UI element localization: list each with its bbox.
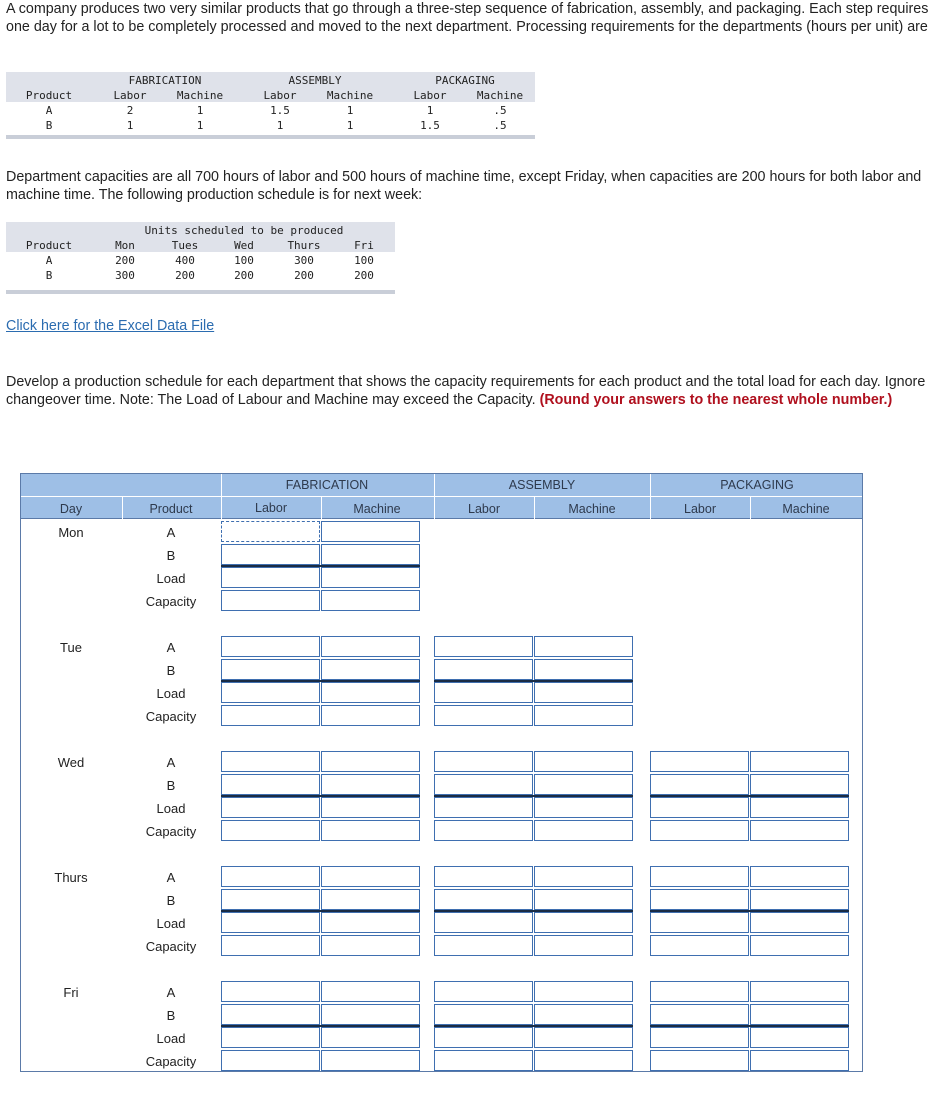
input-tue-capacity-fabrication-machine[interactable]: [321, 705, 420, 726]
answer-grid: [20, 473, 863, 1072]
input-thurs-a-assembly-machine[interactable]: [534, 866, 633, 887]
req-sub-header: Labor: [113, 89, 147, 102]
input-thurs-a-packaging-labor[interactable]: [650, 866, 749, 887]
input-thurs-a-assembly-labor[interactable]: [434, 866, 533, 887]
row-label: Load: [156, 571, 186, 586]
input-tue-load-fabrication-machine[interactable]: [321, 682, 420, 703]
load-separator-line: [434, 1025, 633, 1027]
input-fri-b-packaging-labor[interactable]: [650, 1004, 749, 1025]
row-label: A: [166, 525, 176, 540]
input-wed-a-assembly-labor[interactable]: [434, 751, 533, 772]
input-thurs-load-packaging-labor[interactable]: [650, 912, 749, 933]
row-label: A: [166, 755, 176, 770]
input-wed-capacity-fabrication-machine[interactable]: [321, 820, 420, 841]
input-thurs-load-assembly-machine[interactable]: [534, 912, 633, 933]
sched-cell: 300: [115, 269, 135, 282]
req-sub-header: Labor: [413, 89, 447, 102]
sched-cell: 100: [354, 254, 374, 267]
sched-day-header: Wed: [234, 239, 254, 252]
input-fri-capacity-fabrication-labor[interactable]: [221, 1050, 320, 1071]
input-thurs-b-assembly-machine[interactable]: [534, 889, 633, 910]
sched-cell: 200: [354, 269, 374, 282]
req-group-fabrication: FABRICATION: [128, 74, 202, 87]
input-tue-b-assembly-machine[interactable]: [534, 659, 633, 680]
input-mon-load-fabrication-machine[interactable]: [321, 567, 420, 588]
sched-row-product: A: [45, 254, 53, 267]
grid-sub-header: Labor: [468, 502, 500, 516]
input-fri-a-assembly-labor[interactable]: [434, 981, 533, 1002]
sched-day-header: Mon: [115, 239, 135, 252]
input-wed-a-fabrication-machine[interactable]: [321, 751, 420, 772]
grid-sub-header: Labor: [255, 501, 287, 515]
input-mon-a-fabrication-labor[interactable]: [221, 521, 320, 542]
grid-sub-header: Machine: [782, 502, 830, 516]
req-sub-header: Machine: [326, 89, 374, 102]
grid-sub-header: Machine: [353, 502, 401, 516]
load-separator-line: [434, 910, 633, 912]
input-thurs-capacity-assembly-labor[interactable]: [434, 935, 533, 956]
excel-data-link[interactable]: Click here for the Excel Data File: [6, 318, 215, 334]
input-wed-b-packaging-labor[interactable]: [650, 774, 749, 795]
input-thurs-a-fabrication-labor[interactable]: [221, 866, 320, 887]
input-thurs-load-fabrication-machine[interactable]: [321, 912, 420, 933]
sched-product-header: Product: [25, 239, 73, 252]
row-label: Load: [156, 801, 186, 816]
input-wed-load-packaging-labor[interactable]: [650, 797, 749, 818]
grid-group-assembly: ASSEMBLY: [508, 478, 576, 492]
input-mon-a-fabrication-machine[interactable]: [321, 521, 420, 542]
input-thurs-capacity-fabrication-labor[interactable]: [221, 935, 320, 956]
input-wed-capacity-fabrication-labor[interactable]: [221, 820, 320, 841]
intro-text: A company produces two very similar products that go through a three-step sequence of fabrication, assembly, and packaging. Each step requires one day for a lot to be completely processed and moved to the next department. Processing requirements for the departments (hours per unit) are: [6, 1, 929, 35]
instructions-main: Develop a production schedule for each department that shows the capacity requirements for each product and the total load for each day. Ignore changeover time. Note: The Load of Labour and Machine may exceed the Capacity.: [6, 374, 926, 408]
req-sub-header: Labor: [263, 89, 297, 102]
capacity-text: Department capacities are all 700 hours of labor and 500 hours of machine time, except Friday, when capacities are 200 hours for both labor and machine time. The following production schedule is for next week:: [6, 169, 922, 203]
req-cell: 1: [276, 119, 284, 132]
input-wed-b-fabrication-labor[interactable]: [221, 774, 320, 795]
input-wed-b-fabrication-machine[interactable]: [321, 774, 420, 795]
input-tue-capacity-assembly-labor[interactable]: [434, 705, 533, 726]
input-fri-load-fabrication-labor[interactable]: [221, 1027, 320, 1048]
input-fri-capacity-packaging-machine[interactable]: [750, 1050, 849, 1071]
input-tue-b-assembly-labor[interactable]: [434, 659, 533, 680]
input-wed-capacity-assembly-labor[interactable]: [434, 820, 533, 841]
input-fri-a-packaging-machine[interactable]: [750, 981, 849, 1002]
req-group-assembly: ASSEMBLY: [288, 74, 342, 87]
input-fri-load-assembly-machine[interactable]: [534, 1027, 633, 1048]
input-thurs-capacity-fabrication-machine[interactable]: [321, 935, 420, 956]
input-thurs-load-packaging-machine[interactable]: [750, 912, 849, 933]
input-wed-a-fabrication-labor[interactable]: [221, 751, 320, 772]
req-sub-header: Machine: [476, 89, 524, 102]
input-thurs-b-packaging-labor[interactable]: [650, 889, 749, 910]
sched-cell: 100: [234, 254, 254, 267]
input-fri-a-assembly-machine[interactable]: [534, 981, 633, 1002]
schedule-table: [6, 222, 395, 295]
input-tue-load-assembly-labor[interactable]: [434, 682, 533, 703]
req-cell: 1: [346, 104, 354, 117]
load-separator-line: [221, 680, 420, 682]
input-fri-b-assembly-machine[interactable]: [534, 1004, 633, 1025]
req-cell: .5: [493, 104, 507, 117]
input-tue-capacity-fabrication-labor[interactable]: [221, 705, 320, 726]
input-fri-a-packaging-labor[interactable]: [650, 981, 749, 1002]
grid-group-packaging: PACKAGING: [720, 478, 794, 492]
req-row-product: A: [45, 104, 53, 117]
input-tue-a-assembly-machine[interactable]: [534, 636, 633, 657]
input-mon-load-fabrication-labor[interactable]: [221, 567, 320, 588]
schedule-title: Units scheduled to be produced: [144, 224, 344, 237]
input-fri-b-assembly-labor[interactable]: [434, 1004, 533, 1025]
req-cell: .5: [493, 119, 507, 132]
input-fri-load-packaging-labor[interactable]: [650, 1027, 749, 1048]
input-tue-load-fabrication-labor[interactable]: [221, 682, 320, 703]
req-product-header: Product: [25, 89, 73, 102]
req-group-packaging: PACKAGING: [435, 74, 495, 87]
req-cell: 1: [346, 119, 354, 132]
input-wed-load-assembly-machine[interactable]: [534, 797, 633, 818]
input-fri-a-fabrication-machine[interactable]: [321, 981, 420, 1002]
req-cell: 1: [196, 104, 204, 117]
input-wed-a-packaging-labor[interactable]: [650, 751, 749, 772]
input-fri-capacity-packaging-labor[interactable]: [650, 1050, 749, 1071]
input-mon-capacity-fabrication-labor[interactable]: [221, 590, 320, 611]
load-separator-line: [434, 680, 633, 682]
input-tue-load-assembly-machine[interactable]: [534, 682, 633, 703]
input-fri-load-assembly-labor[interactable]: [434, 1027, 533, 1048]
sched-day-header: Thurs: [287, 239, 321, 252]
input-tue-a-assembly-labor[interactable]: [434, 636, 533, 657]
input-wed-a-assembly-machine[interactable]: [534, 751, 633, 772]
row-label: Capacity: [145, 939, 197, 954]
row-label: Capacity: [145, 1054, 197, 1069]
sched-cell: 400: [175, 254, 195, 267]
grid-group-fabrication: FABRICATION: [285, 478, 369, 492]
grid-col-product: Product: [149, 502, 193, 516]
req-sub-header: Machine: [176, 89, 224, 102]
input-fri-capacity-assembly-labor[interactable]: [434, 1050, 533, 1071]
input-wed-capacity-packaging-machine[interactable]: [750, 820, 849, 841]
row-label: A: [166, 985, 176, 1000]
row-label: Load: [156, 916, 186, 931]
input-thurs-b-fabrication-labor[interactable]: [221, 889, 320, 910]
input-thurs-load-fabrication-labor[interactable]: [221, 912, 320, 933]
day-label: Fri: [63, 985, 79, 1000]
input-thurs-a-packaging-machine[interactable]: [750, 866, 849, 887]
requirements-table: [6, 72, 535, 139]
req-cell: 1: [126, 119, 134, 132]
input-thurs-capacity-packaging-labor[interactable]: [650, 935, 749, 956]
req-cell: 1.5: [420, 119, 440, 132]
input-wed-capacity-assembly-machine[interactable]: [534, 820, 633, 841]
input-fri-capacity-assembly-machine[interactable]: [534, 1050, 633, 1071]
input-thurs-b-assembly-labor[interactable]: [434, 889, 533, 910]
load-separator-line: [221, 565, 420, 567]
input-tue-capacity-assembly-machine[interactable]: [534, 705, 633, 726]
day-label: Thurs: [54, 870, 88, 885]
row-label: A: [166, 640, 176, 655]
input-fri-a-fabrication-labor[interactable]: [221, 981, 320, 1002]
row-label: A: [166, 870, 176, 885]
input-fri-load-packaging-machine[interactable]: [750, 1027, 849, 1048]
load-separator-line: [650, 910, 849, 912]
load-separator-line: [434, 795, 633, 797]
sched-day-header: Fri: [354, 239, 374, 252]
grid-sub-header-row: [21, 497, 862, 519]
input-wed-a-packaging-machine[interactable]: [750, 751, 849, 772]
grid-sub-header: Labor: [684, 502, 716, 516]
input-mon-b-fabrication-labor[interactable]: [221, 544, 320, 565]
sched-cell: 200: [175, 269, 195, 282]
sched-row-product: B: [45, 269, 53, 282]
row-label: B: [166, 1008, 176, 1023]
input-thurs-b-packaging-machine[interactable]: [750, 889, 849, 910]
input-thurs-a-fabrication-machine[interactable]: [321, 866, 420, 887]
req-row-product: B: [45, 119, 53, 132]
grid-col-day: Day: [59, 502, 83, 516]
req-cell: 2: [126, 104, 134, 117]
sched-cell: 200: [115, 254, 135, 267]
input-fri-load-fabrication-machine[interactable]: [321, 1027, 420, 1048]
row-label: B: [166, 778, 176, 793]
row-label: B: [166, 893, 176, 908]
row-label: B: [166, 663, 176, 678]
input-tue-b-fabrication-labor[interactable]: [221, 659, 320, 680]
grid-sub-header: Machine: [568, 502, 616, 516]
row-label: Load: [156, 686, 186, 701]
day-label: Tue: [60, 640, 82, 655]
sched-cell: 200: [234, 269, 254, 282]
load-separator-line: [221, 910, 420, 912]
rounding-note: (Round your answers to the nearest whole number.): [539, 392, 893, 408]
load-separator-line: [221, 795, 420, 797]
input-wed-b-assembly-labor[interactable]: [434, 774, 533, 795]
input-mon-b-fabrication-machine[interactable]: [321, 544, 420, 565]
input-fri-b-packaging-machine[interactable]: [750, 1004, 849, 1025]
load-separator-line: [650, 1025, 849, 1027]
row-label: B: [166, 548, 176, 563]
day-label: Mon: [58, 525, 84, 540]
input-fri-b-fabrication-labor[interactable]: [221, 1004, 320, 1025]
input-thurs-load-assembly-labor[interactable]: [434, 912, 533, 933]
input-fri-capacity-fabrication-machine[interactable]: [321, 1050, 420, 1071]
day-label: Wed: [57, 755, 85, 770]
sched-day-header: Tues: [171, 239, 199, 252]
input-tue-a-fabrication-machine[interactable]: [321, 636, 420, 657]
input-wed-load-fabrication-labor[interactable]: [221, 797, 320, 818]
row-label: Load: [156, 1031, 186, 1046]
row-label: Capacity: [145, 824, 197, 839]
input-mon-capacity-fabrication-machine[interactable]: [321, 590, 420, 611]
input-thurs-b-fabrication-machine[interactable]: [321, 889, 420, 910]
input-thurs-capacity-assembly-machine[interactable]: [534, 935, 633, 956]
req-cell: 1.5: [270, 104, 290, 117]
input-wed-capacity-packaging-labor[interactable]: [650, 820, 749, 841]
sched-cell: 300: [294, 254, 314, 267]
input-wed-b-packaging-machine[interactable]: [750, 774, 849, 795]
input-wed-load-packaging-machine[interactable]: [750, 797, 849, 818]
instructions-text: [6, 373, 944, 409]
sched-cell: 200: [294, 269, 314, 282]
req-cell: 1: [196, 119, 204, 132]
row-label: Capacity: [145, 709, 197, 724]
input-wed-load-fabrication-machine[interactable]: [321, 797, 420, 818]
input-wed-load-assembly-labor[interactable]: [434, 797, 533, 818]
load-separator-line: [650, 795, 849, 797]
load-separator-line: [221, 1025, 420, 1027]
input-tue-a-fabrication-labor[interactable]: [221, 636, 320, 657]
req-cell: 1: [426, 104, 434, 117]
input-thurs-capacity-packaging-machine[interactable]: [750, 935, 849, 956]
input-fri-b-fabrication-machine[interactable]: [321, 1004, 420, 1025]
row-label: Capacity: [145, 594, 197, 609]
input-tue-b-fabrication-machine[interactable]: [321, 659, 420, 680]
input-wed-b-assembly-machine[interactable]: [534, 774, 633, 795]
